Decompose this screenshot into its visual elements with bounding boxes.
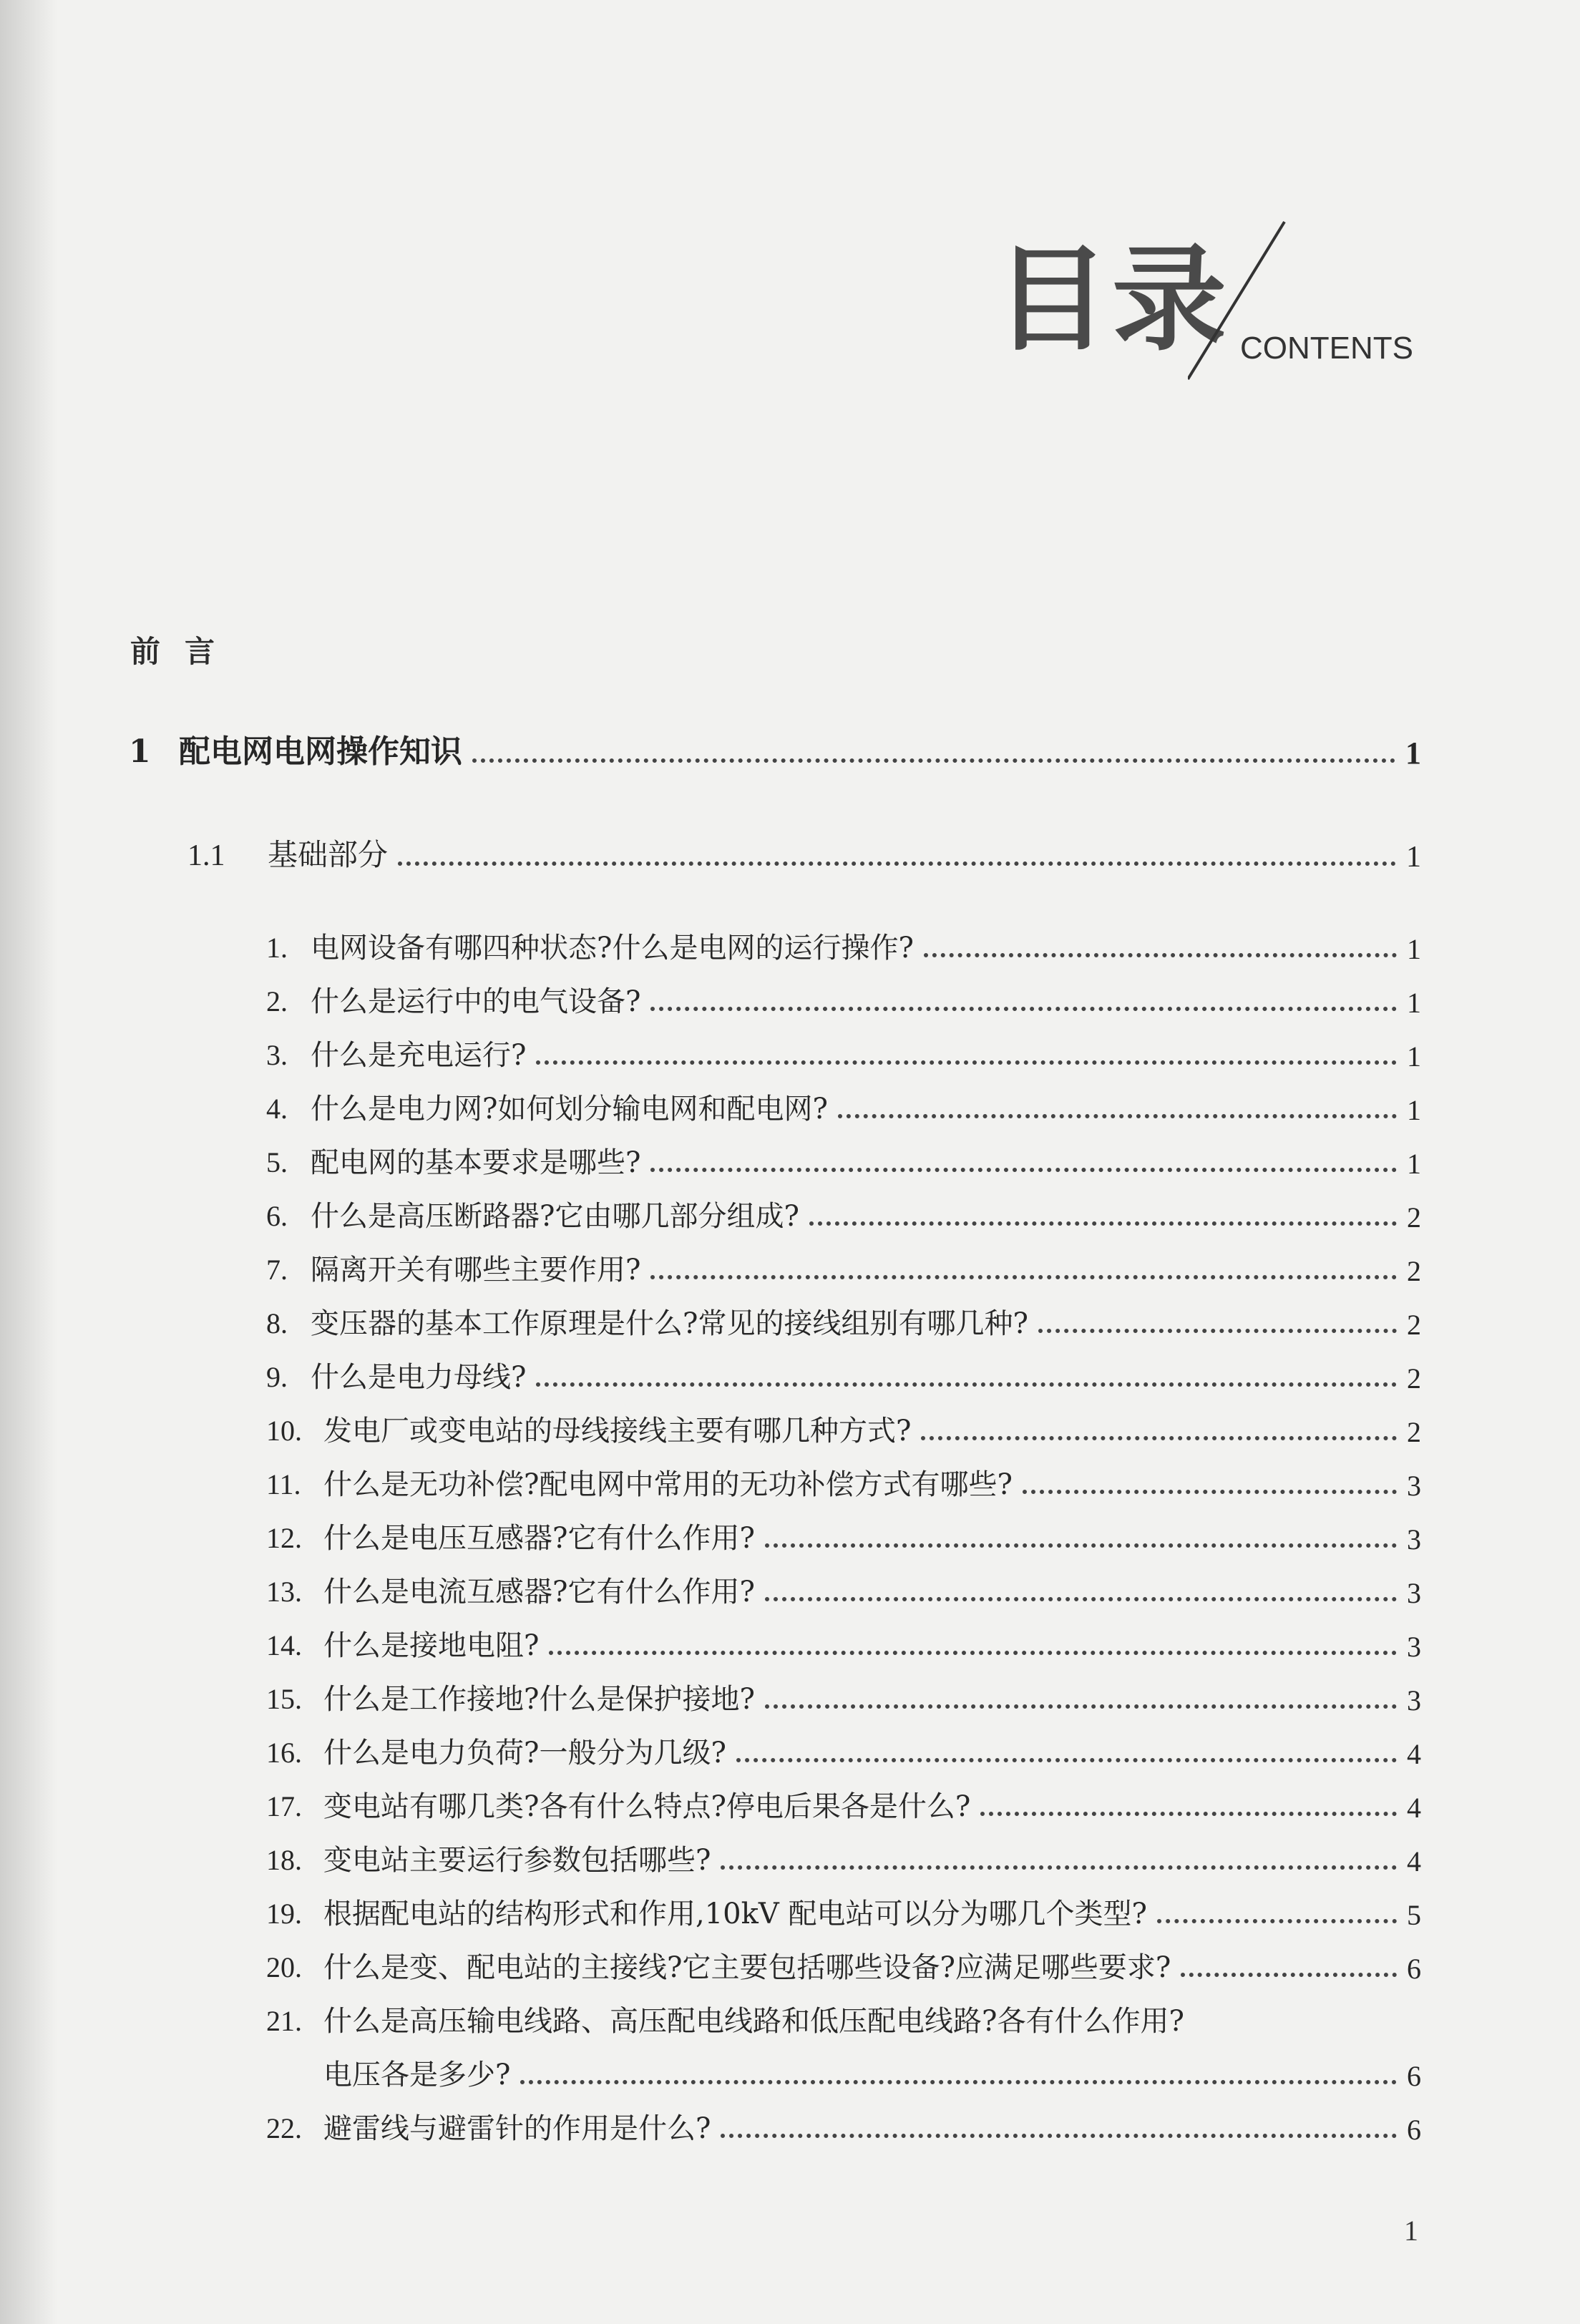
item-page: 3 [1407, 1631, 1421, 1663]
item-title: 什么是变、配电站的主接线?它主要包括哪些设备?应满足哪些要求? [323, 1951, 1171, 1984]
section-number: 1.1 [187, 839, 225, 872]
item-title: 什么是工作接地?什么是保护接地? [323, 1683, 755, 1716]
item-page: 1 [1407, 1148, 1421, 1180]
item-title: 什么是接地电阻? [323, 1629, 540, 1662]
toc-section-row[interactable] [187, 831, 1421, 874]
toc-item-label [266, 1891, 1147, 1932]
toc-item-row[interactable] [266, 2104, 1421, 2147]
item-title: 变电站有哪几类?各有什么特点?停电后果各是什么? [323, 1790, 971, 1823]
item-page: 1 [1407, 1094, 1421, 1126]
item-title: 什么是电压互感器?它有什么作用? [323, 1522, 755, 1555]
toc-item-label [266, 1301, 1028, 1342]
item-page: 1 [1407, 987, 1421, 1019]
item-number: 11. [266, 1468, 301, 1500]
item-number: 5. [266, 1146, 288, 1178]
toc-item-label [266, 1408, 911, 1449]
leader-dots [809, 1221, 1397, 1226]
toc-item-label [266, 2106, 711, 2147]
item-page: 2 [1407, 1255, 1421, 1287]
item-number: 14. [266, 1629, 302, 1661]
item-title: 什么是电力网?如何划分输电网和配电网? [311, 1093, 828, 1126]
leader-dots [398, 861, 1396, 866]
item-page: 1 [1407, 1040, 1421, 1073]
toc-item-row[interactable] [266, 1621, 1421, 1664]
item-title: 变压器的基本工作原理是什么?常见的接线组别有哪几种? [311, 1307, 1028, 1340]
item-title: 电网设备有哪四种状态?什么是电网的运行操作? [311, 932, 914, 965]
item-title: 什么是电力母线? [311, 1361, 527, 1394]
toc-item-row[interactable] [266, 923, 1421, 966]
item-number: 7. [266, 1254, 288, 1286]
toc-item-label [266, 1730, 726, 1771]
item-title: 变电站主要运行参数包括哪些? [323, 1844, 711, 1877]
leader-dots [921, 1436, 1397, 1440]
toc-item-row[interactable] [266, 1835, 1421, 1878]
toc-item-label [266, 1945, 1171, 1986]
leader-dots [650, 1275, 1397, 1279]
item-number: 12. [266, 1522, 302, 1554]
toc-item-row[interactable] [266, 1352, 1421, 1395]
item-number: 8. [266, 1307, 288, 1339]
item-number: 2. [266, 985, 288, 1017]
item-title-continuation: 电压各是多少? [323, 2059, 511, 2091]
toc-item-label [266, 1140, 640, 1181]
item-page: 6 [1407, 2060, 1421, 2092]
chapter-page: 1 [1405, 736, 1421, 771]
leader-dots [536, 1060, 1397, 1065]
toc-item-row[interactable] [266, 1245, 1421, 1288]
toc-item-label [266, 1998, 1184, 2039]
item-number: 16. [266, 1737, 302, 1769]
item-page: 3 [1407, 1523, 1421, 1556]
page-number: 1 [1404, 2215, 1418, 2247]
item-page: 4 [1407, 1738, 1421, 1770]
item-number: 6. [266, 1200, 288, 1232]
leader-dots [472, 758, 1395, 763]
item-title: 根据配电站的结构形式和作用,10kV 配电站可以分为哪几个类型? [323, 1898, 1147, 1930]
section-page: 1 [1406, 841, 1421, 874]
leader-dots [650, 1168, 1397, 1172]
toc-item-label [266, 979, 640, 1020]
toc-title: 目录 [995, 233, 1230, 366]
leader-dots [1023, 1490, 1397, 1494]
item-title: 什么是电力负荷?一般分为几级? [323, 1737, 726, 1769]
toc-item-label [266, 1784, 970, 1825]
item-number: 19. [266, 1898, 302, 1930]
item-title: 什么是无功补偿?配电网中常用的无功补偿方式有哪些? [323, 1468, 1013, 1501]
item-title: 隔离开关有哪些主要作用? [311, 1254, 641, 1286]
item-page: 3 [1407, 1577, 1421, 1609]
leader-dots [721, 2134, 1397, 2138]
leader-dots [924, 953, 1397, 957]
item-page: 3 [1407, 1684, 1421, 1717]
item-page: 6 [1407, 2114, 1421, 2146]
item-number: 4. [266, 1093, 288, 1125]
leader-dots [520, 2080, 1397, 2084]
toc-item-row[interactable] [266, 1782, 1421, 1825]
leader-dots [1181, 1973, 1397, 1977]
item-page: 2 [1407, 1201, 1421, 1234]
item-title: 配电网的基本要求是哪些? [311, 1146, 641, 1179]
leader-dots [549, 1651, 1397, 1655]
toc-item-label [266, 1247, 640, 1288]
item-page: 4 [1407, 1845, 1421, 1878]
leader-dots [1157, 1919, 1397, 1923]
leader-dots [765, 1704, 1397, 1709]
item-page: 1 [1407, 933, 1421, 965]
item-number: 20. [266, 1951, 302, 1983]
toc-section-label [187, 831, 388, 874]
chapter-number: 1 [129, 733, 151, 770]
item-page: 3 [1407, 1470, 1421, 1502]
item-page: 6 [1407, 1953, 1421, 1985]
item-title: 什么是高压输电线路、高压配电线路和低压配电线路?各有什么作用? [323, 2005, 1184, 2038]
toc-item-label [266, 1032, 526, 1073]
toc-item-row[interactable] [266, 1406, 1421, 1449]
item-page: 4 [1407, 1792, 1421, 1824]
toc-item-row[interactable] [266, 1567, 1421, 1610]
leader-dots [736, 1758, 1397, 1762]
toc-item-row[interactable] [266, 1513, 1421, 1556]
toc-item-row[interactable] [266, 1943, 1421, 1986]
toc-item-row[interactable] [266, 1030, 1421, 1073]
toc-item-label [266, 1623, 539, 1664]
item-page: 2 [1407, 1362, 1421, 1395]
item-number: 15. [266, 1683, 302, 1715]
leader-dots [650, 1007, 1397, 1011]
item-number: 1. [266, 932, 288, 964]
toc-item-row[interactable] [266, 1674, 1421, 1717]
item-number: 17. [266, 1790, 302, 1822]
toc-item-continuation[interactable] [323, 2050, 1421, 2093]
toc-item-label [266, 1462, 1013, 1503]
toc-subtitle: CONTENTS [1240, 331, 1413, 366]
item-number: 3. [266, 1039, 288, 1071]
toc-item-label [266, 1193, 799, 1234]
toc-item-label [266, 1569, 755, 1610]
item-page: 2 [1407, 1309, 1421, 1341]
toc-item-label [266, 1354, 526, 1395]
item-title: 什么是充电运行? [311, 1039, 527, 1072]
toc-item-row[interactable] [266, 977, 1421, 1020]
item-page: 2 [1407, 1416, 1421, 1448]
item-title: 什么是运行中的电气设备? [311, 985, 641, 1018]
toc-item-label [266, 1676, 755, 1717]
toc-item-label [266, 1837, 711, 1878]
item-number: 9. [266, 1361, 288, 1393]
page-edge-shadow [0, 0, 57, 2324]
toc-item-row[interactable] [266, 1138, 1421, 1181]
leader-dots [838, 1114, 1397, 1118]
toc-item-row[interactable] [266, 1084, 1421, 1127]
item-page: 5 [1407, 1899, 1421, 1931]
toc-item-row[interactable] [266, 1191, 1421, 1234]
item-title: 什么是高压断路器?它由哪几部分组成? [311, 1200, 799, 1233]
item-title: 什么是电流互感器?它有什么作用? [323, 1576, 755, 1608]
item-title: 避雷线与避雷针的作用是什么? [323, 2112, 711, 2145]
toc-item-row[interactable] [266, 1889, 1421, 1932]
item-number: 18. [266, 1844, 302, 1876]
toc-chapter-label [129, 726, 462, 771]
leader-dots [1038, 1329, 1397, 1333]
item-number: 13. [266, 1576, 302, 1608]
item-title: 发电厂或变电站的母线接线主要有哪几种方式? [323, 1415, 912, 1447]
item-number: 10. [266, 1415, 302, 1447]
toc-item-row[interactable] [266, 1996, 1421, 2039]
section-title: 基础部分 [268, 837, 389, 872]
toc-item-label [266, 1515, 755, 1556]
leader-dots [765, 1543, 1397, 1548]
toc-item-row[interactable] [266, 1728, 1421, 1771]
leader-dots [980, 1812, 1397, 1816]
toc-item-label [266, 925, 914, 966]
toc-item-row[interactable] [266, 1460, 1421, 1503]
toc-chapter-row[interactable] [129, 728, 1421, 771]
item-number: 21. [266, 2005, 302, 2037]
toc-item-label [266, 1086, 828, 1127]
leader-dots [721, 1865, 1397, 1870]
leader-dots [536, 1382, 1397, 1387]
toc-item-row[interactable] [266, 1299, 1421, 1342]
preface-heading: 前言 [130, 634, 240, 669]
chapter-title: 配电网电网操作知识 [179, 733, 462, 770]
leader-dots [765, 1597, 1397, 1601]
item-number: 22. [266, 2112, 302, 2144]
